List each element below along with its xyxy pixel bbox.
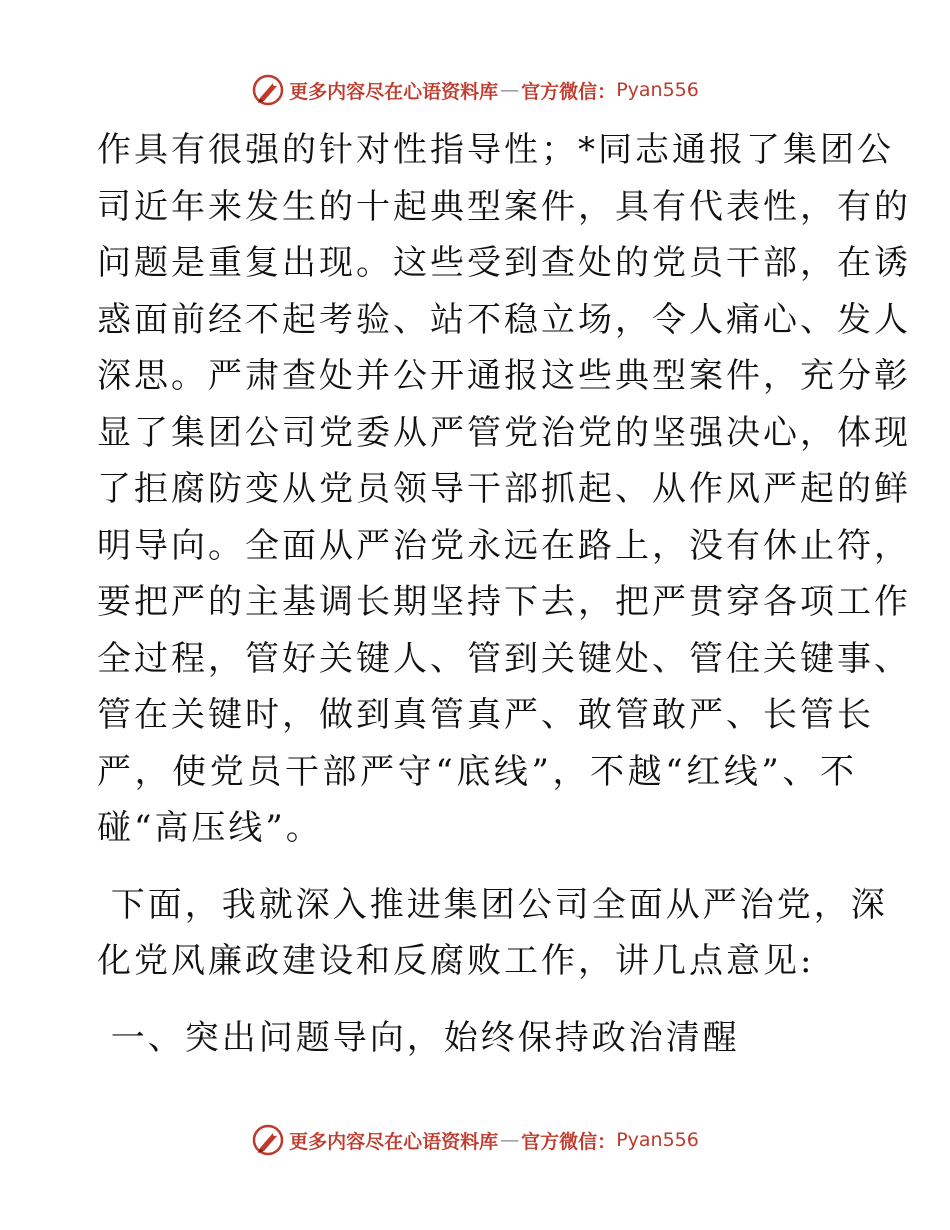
- watermark-label: 官方微信：: [521, 80, 617, 103]
- pen-logo-icon: [251, 1123, 285, 1157]
- paragraph-gap: [97, 857, 857, 877]
- pen-logo-icon: [251, 73, 285, 107]
- text-line: 严，使党员干部严守“底线”，不越“红线”、不: [97, 751, 857, 792]
- text-line: 管在关键时，做到真管真严、敢管敢严、长管长: [97, 695, 874, 735]
- text-line: 下面，我就深入推进集团公司全面从严治党，深: [97, 884, 888, 925]
- text-line: 深思。严肃查处并公开通报这些典型案件，充分彰: [97, 356, 911, 396]
- text-line: 明导向。全面从严治党永远在路上，没有休止符，: [97, 525, 911, 566]
- document-body: [97, 122, 911, 1066]
- heading-text: 一、突出问题导向，始终保持政治清醒: [97, 1017, 740, 1058]
- text-line: 全过程，管好关键人、管到关键处、管住关键事、: [97, 638, 911, 679]
- text-line: 惑面前经不起考验、站不稳立场，令人痛心、发人: [97, 299, 911, 340]
- paragraph-2: [97, 877, 888, 990]
- watermark-text: 更多内容尽在心语资料库: [289, 80, 499, 103]
- section-heading: [97, 1010, 857, 1067]
- text-line: 司近年来发生的十起典型案件，具有代表性，有的: [97, 186, 911, 227]
- text-line: 问题是重复出现。这些受到查处的党员干部，在诱: [97, 243, 911, 283]
- text-line: 要把严的主基调长期坚持下去，把严贯穿各项工作: [97, 582, 911, 622]
- text-line: 作具有很强的针对性指导性；*同志通报了集团公: [97, 130, 894, 170]
- text-line: 碰“高压线”。: [97, 808, 323, 848]
- watermark-header: [0, 70, 950, 110]
- watermark-separator: —: [500, 1129, 520, 1151]
- paragraph-gap: [97, 990, 857, 1010]
- watermark-text: 更多内容尽在心语资料库: [289, 1130, 499, 1153]
- watermark-footer: [0, 1120, 950, 1160]
- watermark-separator: —: [500, 79, 520, 101]
- text-line: 显了集团公司党委从严管党治党的坚强决心，体现: [97, 412, 911, 453]
- text-line: 了拒腐防变从党员领导干部抓起、从作风严起的鲜: [97, 469, 911, 509]
- watermark-id: Pyan556: [616, 79, 699, 101]
- paragraph-1: [97, 122, 911, 857]
- text-line: 化党风廉政建设和反腐败工作，讲几点意见:: [97, 941, 815, 981]
- watermark-label: 官方微信：: [521, 1130, 617, 1153]
- watermark-id: Pyan556: [616, 1129, 699, 1151]
